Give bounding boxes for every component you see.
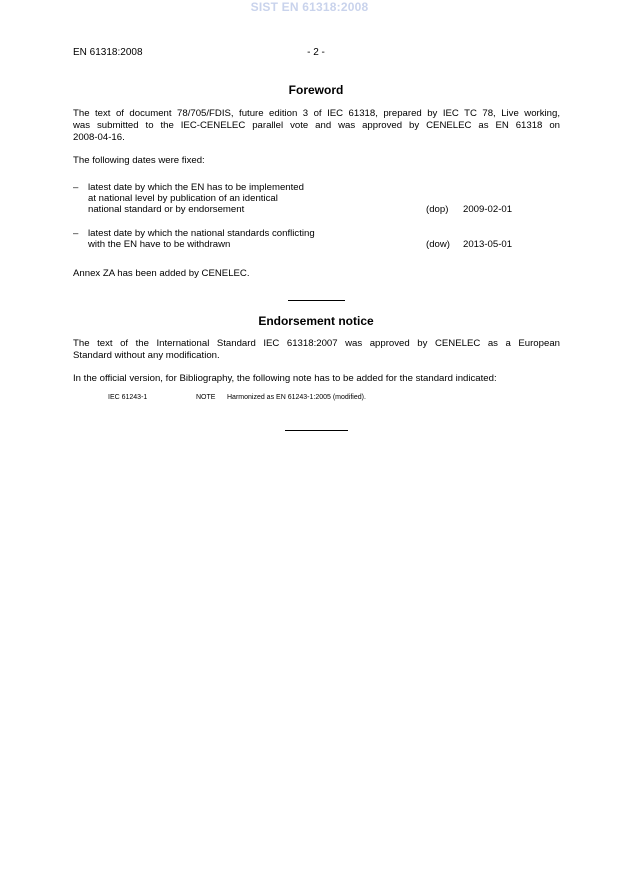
date-abbreviation: (dop) [426,204,449,215]
foreword-title: Foreword [288,83,344,97]
document-id: EN 61318:2008 [73,47,143,58]
date-item-line: latest date by which the national standards conflicting [88,228,315,239]
date-value: 2013-05-01 [463,239,513,250]
list-dash: – [73,228,79,239]
date-abbreviation: (dow) [426,239,450,250]
dates-intro: The following dates were fixed: [73,155,205,166]
date-value: 2009-02-01 [463,204,513,215]
annex-note: Annex ZA has been added by CENELEC. [73,268,250,279]
bibliography-instruction: In the official version, for Bibliography, the following note has to be added for the standard indicated: [73,373,497,384]
end-divider [285,430,348,431]
foreword-paragraph-line-3: 2008-04-16. [73,132,125,143]
note-standard-reference: IEC 61243-1 [108,394,148,401]
section-divider [288,300,345,301]
page-number: - 2 - [307,47,325,58]
note-label: NOTE [196,394,216,401]
endorsement-title: Endorsement notice [258,314,374,328]
endorsement-paragraph-line-2: Standard without any modification. [73,350,220,361]
date-item-dop [73,182,560,218]
date-item-line: national standard or by endorsement [88,204,245,216]
date-item-text [88,182,388,216]
watermark: SIST EN 61318:2008 [250,0,369,14]
note-text: Harmonized as EN 61243-1:2005 (modified). [227,394,366,401]
date-item-line: with the EN have to be withdrawn [88,239,231,251]
date-item-line: at national level by publication of an identical [88,193,278,205]
list-dash: – [73,182,79,193]
date-item-text [88,228,388,250]
endorsement-paragraph-line-1: The text of the International Standard IEC 61318:2007 was approved by CENELEC as a European [73,338,560,349]
date-item-line: latest date by which the EN has to be implemented [88,182,304,193]
foreword-paragraph-line-1: The text of document 78/705/FDIS, future edition 3 of IEC 61318, prepared by IEC TC 78, Live working, [73,108,560,119]
foreword-paragraph-line-2: was submitted to the IEC-CENELEC parallel vote and was approved by CENELEC as EN 61318 on [73,120,560,131]
date-item-dow [73,228,560,252]
